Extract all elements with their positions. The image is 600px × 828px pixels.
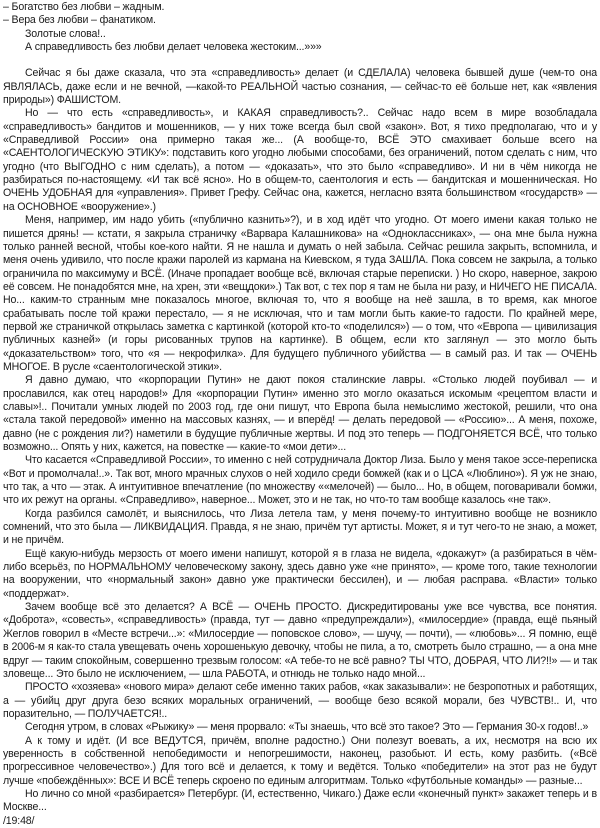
paragraph: Что касается «Справедливой России», то именно с ней сотрудничала Доктор Лиза. Было у меня такое эссе-переписка «Вот и промолчала!..». Так вот, много мрачных слухов о ней ходило среди бомжей (как и о ЦСА «Люблино»). Я уж не знаю, что так, а что — этак. А интуитивное впечатление (по множеству ««мелочей) — было... Но, в общем, поговаривали бомжи, что их режут на органы. «Справедливо», наверное... Может, это и не так, но что-то там вообще казалось «не так». — [3, 454, 597, 507]
paragraph: Зачем вообще всё это делается? А ВСЁ — ОЧЕНЬ ПРОСТО. Дискредитированы уже все чувства, все понятия. «Доброта», «совесть», «справедливость» (правда, тут — давно «предупреждали»), «милосердие» (правда, ещё пьяный Жеглов говорил в «Месте встречи...»: «Милосердие — поповское слово», — шучу, — почти), — «любовь»... Я помню, ещё в 2006-м я как-то стала увещевать очень хорошенькую девочку, чтобы не пила, а то, смотреть было страшно, — а она мне вдруг — таким спокойным, совершенно трезвым голосом: «А тебе-то не всё равно? ТЫ ЧТО, ДОБРАЯ, ЧТО ЛИ?!!» — и так зловеще... Это было не исключением, — шла РАБОТА, и отнюдь не только надо мной... — [3, 601, 597, 680]
quote-line: – Вера без любви – фанатиком. — [3, 14, 156, 27]
quote-line: А справедливость без любви делает человека жестоким...»»» — [25, 41, 322, 54]
spacer — [3, 54, 597, 67]
paragraph: Ещё какую-нибудь мерзость от моего имени напишут, которой я в глаза не видела, «докажут» (а разбираться в чём-либо всерьёз, по НОРМАЛЬНОМУ человеческому закону, здесь давно уже «не принято», — кроме того, такие технологии на вооружении, что «нормальный закон» давно уже практически бессилен), и — любая расправа. «Власти» только «поддержат». — [3, 547, 597, 600]
paragraph: Я давно думаю, что «корпорации Путин» не дают покоя сталинские лавры. «Столько людей поубивал — и прославился, как отец народов!» Для «корпорации Путин» именно это могло оказаться искомым «рецептом власти и славы»!.. Почитали умных людей по 2003 год, где они пишут, что Европа была немыслимо жестокой, решили, что она «стала такой передовой» именно на массовых казнях, — и вперёд! — делать передовой — «Россию»... А меня, похоже, давно (не с рождения ли?) наметили в будущие публичные жертвы. И под это теперь — ПОДГОНЯЕТСЯ ВСЁ, что только возможно... Опять у них, кажется, на повестке — какие-то «мои дети»... — [3, 374, 597, 453]
paragraph: Когда разбился самолёт, и выяснилось, что Лиза летела там, у меня почему-то интуитивно вообще не возникло сомнений, что это была — ЛИКВИДАЦИЯ. Правда, я не знаю, причём тут артисты. Может, я и тут чего-то не знаю, а может, и не причём. — [3, 507, 597, 547]
quote-line: – Богатство без любви – жадным. — [3, 1, 165, 13]
paragraph: Сегодня утром, в словах «Рыжику» — меня прорвало: «Ты знаешь, что всё это такое? Это — Германия 30-х годов!..» — [25, 721, 589, 734]
quote-line: Золотые слова!.. — [25, 27, 106, 40]
paragraph: Сейчас я бы даже сказала, что эта «справедливость» делает (и СДЕЛАЛА) человека бывшей душе (чем-то она ЯВЛЯЛАСЬ, даже если и не вечной, —какой-то РЕАЛЬНОЙ частью сознания, — сейчас-то её больше нет, как «явления природы») ФАШИСТОМ. — [3, 67, 597, 107]
timestamp: /19:48/ — [3, 814, 35, 827]
paragraph: Но — что есть «справедливость», и КАКАЯ справедливость?.. Сейчас надо всем в мире возобладала «справедливость» бандитов и мошенников, — у них тоже всегда был свой «закон». Вот, я тихо предполагаю, что и у «Справедливой России» она примерно такая же... (А вообще-то, ВСЁ ЭТО смахивает больше всего на «САЕНТОЛОГИЧЕСКУЮ ЭТИКУ»: подставить кого угодно любыми способами, без ограничений, потом сделать с ним, что угодно (что ВЫГОДНО с ним сделать), а потом — «доказать», что это было «справедливо». И ни в чём никогда не разбираться по-настоящему. «И так всё ясно». Но в общем-то, саентология и есть — бандитская и мошенническая. Но ОЧЕНЬ УДОБНАЯ для «управления». Привет Грефу. Сейчас она, кажется, негласно взята большинством «государств» — на ОСНОВНОЕ «вооружение».) — [3, 107, 597, 213]
paragraph: А к тому и идёт. (И все ВЕДУТСЯ, причём, вполне радостно.) Они полезут воевать, а их, несмотря на всю их уверенность в собственной непобедимости и непогрешимости, наконец, разобьют. И есть, кому разбить. («Всё прогрессивное человечество».) Для того всё и делается, к тому и ведётся. Только «победители» на этот раз не будут лучше «побеждённых»: ВСЕ И ВСЁ теперь скроено по единым алгоритмам. Только «футбольные команды» — разные... — [3, 734, 597, 787]
paragraph: Меня, например, им надо убить («публично казнить»?), и в ход идёт что угодно. От моего имени какая только не пишется дрянь! — кстати, я закрыла страничку «Варвара Калашникова» на «Одноклассниках», — она мне была нужна только ранней весной, чтобы кое-кого найти. Я не нашла и думать о ней забыла. Сейчас решила закрыть, вспомнила, и меня очень удивило, что после кражи паролей из кармана на Киевском, я туда ЗАШЛА. Пока совсем не закрыла, а только ограничила по максимуму и ВСЁ. (Иначе пропадает вообще всё, включая старые переписки. ) Но скоро, наверное, закрою её совсем. Не понадобятся мне, на хрен, эти «вещдоки».) Так вот, с тех пор я там не была ни разу, и НИЧЕГО НЕ ПИСАЛА. Но... каким-то странным мне показалось многое, включая то, что я вообще на неё зашла, в то время, как многое срабатывать после той кражи перестало, — я не исключая, что и там могли быть какие-то гадости. По крайней мере, первой же страничкой открылась заметка с картинкой (которой кто-то «поделился») — о том, что «Европа — цивилизация публичных казней» (и горы рисованных трупов на картинке). В общем, если кто заглянул — это могло быть «доказательством» того, что «я — некрофилка». Для будущего публичного убийства — в самый раз. И так — ОЧЕНЬ МНОГОЕ. В русле «саентологической этики». — [3, 214, 597, 373]
paragraph: ПРОСТО «хозяева» «нового мира» делают себе именно таких рабов, «как заказывали»: не безропотных и работящих, а — убийц друг друга безо всяких моральных ограничений, — вообще безо всякой морали, без ЧУВСТВ!.. И, что поразительно, — ПОЛУЧАЕТСЯ!.. — [3, 681, 597, 720]
paragraph: Но лично со мной «разбирается» Петербург. (И, естественно, Чикаго.) Даже если «конечный пункт» закажет теперь и в Москве... — [3, 787, 597, 814]
